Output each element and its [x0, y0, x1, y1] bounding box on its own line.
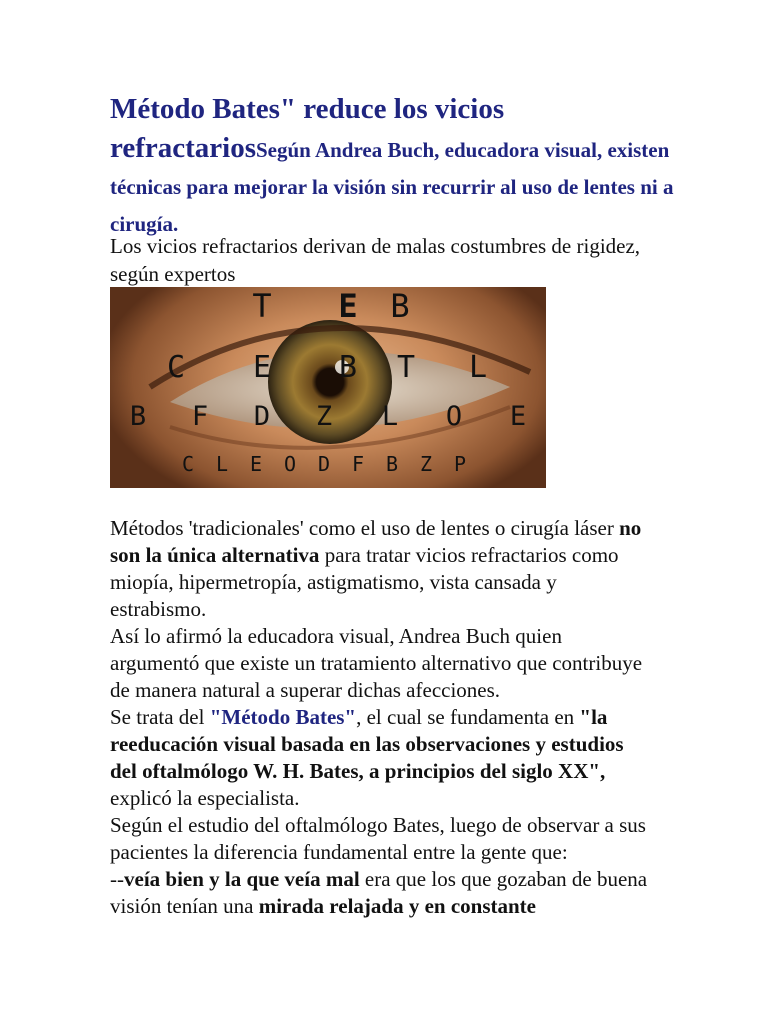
chart-letter: E — [252, 350, 272, 385]
emphasis-text: no son la única alternativa — [110, 516, 642, 567]
headline-title-line1: Método Bates" reduce los vicios — [110, 93, 505, 125]
chart-letter: B — [129, 401, 147, 432]
chart-letter: D — [317, 452, 331, 476]
chart-letter: T — [396, 350, 416, 385]
paragraph-1: Métodos 'tradicionales' como el uso de lentes o cirugía láser no son la única alternativa para tratar vicios refractarios como miopía, hipermetropía, astigmatismo, vista cansada y estrabismo. — [110, 516, 642, 621]
chart-letter: E — [249, 452, 263, 476]
chart-letter: T — [252, 287, 272, 325]
chart-letter: F — [351, 452, 365, 476]
chart-letter: B — [385, 452, 399, 476]
chart-letter: B — [338, 350, 358, 385]
chart-letter: L — [468, 350, 488, 385]
headline-title-line2: refractarios — [110, 132, 256, 164]
paragraph-3: Se trata del "Método Bates", el cual se fundamenta en "la reeducación visual basada en las observaciones y estudios del oftalmólogo W. H. Bates, a principios del siglo XX", explicó la especialista. — [110, 705, 624, 810]
paragraph-4: Según el estudio del oftalmólogo Bates, luego de observar a sus pacientes la diferencia fundamental entre la gente que: — [110, 813, 646, 864]
paragraph-2: Así lo afirmó la educadora visual, Andrea Buch quien argumentó que existe un tratamiento alternativo que contribuye de manera natural a superar dichas afecciones. — [110, 624, 643, 702]
emphasis-text: veía bien y la que veía mal — [124, 867, 360, 891]
chart-letter: P — [453, 452, 467, 476]
chart-letter: F — [191, 401, 209, 432]
article-headline — [110, 90, 710, 239]
chart-letter: L — [381, 401, 399, 432]
chart-letter: E — [338, 287, 358, 325]
chart-letter: O — [445, 401, 463, 432]
chart-letter: L — [215, 452, 229, 476]
chart-letter: Z — [419, 452, 433, 476]
chart-letter: D — [253, 401, 271, 432]
eye-illustration — [110, 287, 546, 488]
intro-paragraph: Los vicios refractarios derivan de malas costumbres de rigidez, según expertos — [110, 234, 641, 286]
chart-letter: C — [181, 452, 195, 476]
chart-letter: O — [283, 452, 297, 476]
eye-chart-photo — [110, 287, 546, 488]
quote-text: "la reeducación visual basada en las observaciones y estudios del oftalmólogo W. H. Bates, a principios del siglo XX", — [110, 705, 624, 783]
chart-letter: Z — [315, 401, 333, 432]
method-name: "Método Bates" — [209, 705, 357, 729]
emphasis-text: mirada relajada y en constante — [258, 894, 536, 918]
paragraph-5: --veía bien y la que veía mal era que los que gozaban de buena visión tenían una mirada relajada y en constante — [110, 867, 648, 918]
chart-letter: E — [509, 401, 527, 432]
article-body — [110, 515, 655, 920]
headline-subtitle: Según Andrea Buch, educadora visual, existen técnicas para mejorar la visión sin recurrir al uso de lentes ni a cirugía. — [110, 138, 674, 236]
chart-letter: C — [166, 350, 186, 385]
chart-letter: B — [390, 287, 410, 325]
